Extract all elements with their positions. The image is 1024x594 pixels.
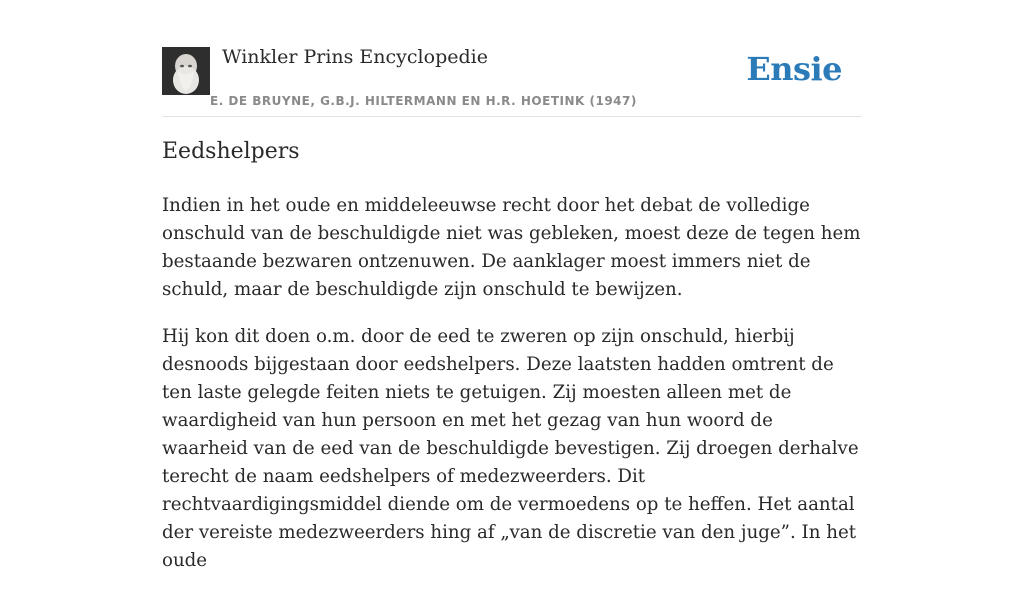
portrait-icon [162, 47, 210, 95]
page-container [162, 0, 862, 571]
article-body [162, 192, 862, 594]
paragraph: Hij kon dit doen o.m. door de eed te zweren op zijn onschuld, hierbij desnoods bijgestaan door eedshelpers. Deze laatsten hadden omtrent de ten laste gelegde feiten niets te getuigen. Zij moesten alleen met de waardigheid van hun persoon en met het gezag van hun woord de waarheid van de eed van de beschuldigde bevestigen. Zij droegen derhalve terecht de naam eedshelpers of medezweerders. Dit rechtvaardigingsmiddel diende om de vermoedens op te heffen. Het aantal der vereiste medezweerders hing af „van de discretie van den juge”. In het oude [162, 326, 859, 571]
source-title[interactable]: Winkler Prins Encyclopedie [222, 46, 488, 68]
source-authors: E. DE BRUYNE, G.B.J. HILTERMANN EN H.R. HOETINK (1947) [210, 94, 637, 108]
paragraph: Indien in het oude en middeleeuwse recht door het debat de volledige onschuld van de beschuldigde niet was gebleken, moest deze de tegen hem bestaande bezwaren ontzenuwen. De aanklager moest immers niet de schuld, maar de beschuldigde zijn onschuld te bewijzen. [162, 195, 861, 300]
entry-title: Eedshelpers [162, 139, 300, 164]
avatar [162, 47, 210, 95]
brand-logo[interactable]: Ensie [746, 50, 842, 88]
source-header [162, 0, 862, 117]
